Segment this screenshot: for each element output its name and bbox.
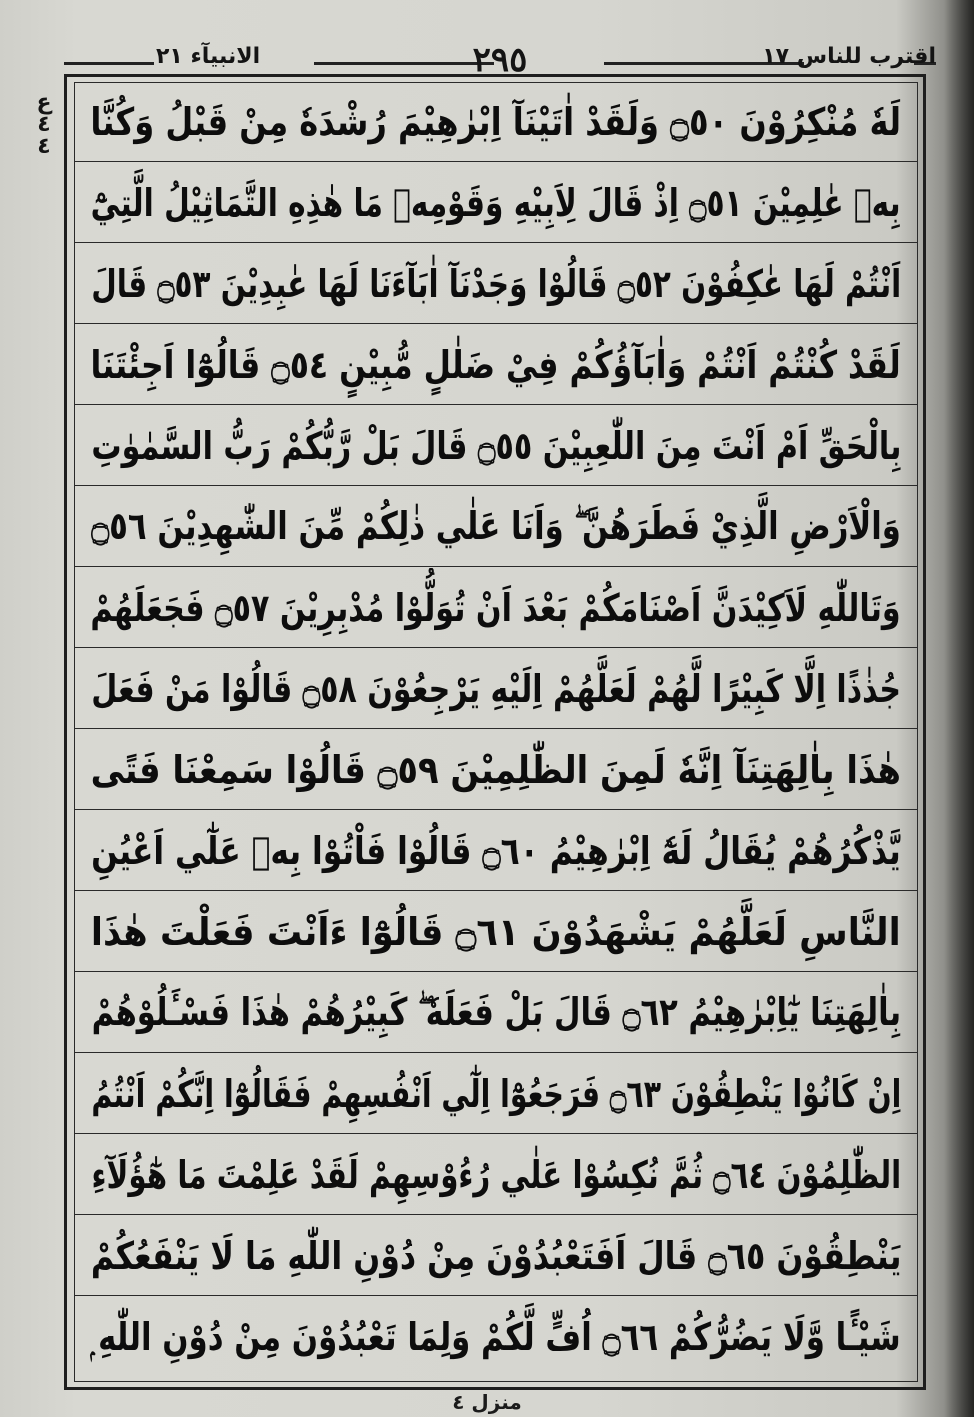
verse-line — [74, 568, 918, 648]
header-rule — [314, 62, 494, 65]
verse-text: يَّذْكُرُهُمْ يُقَالُ لَهٗٓ اِبْرٰهِيْمُ ۝٦٠ قَالُوْا فَاْتُوْا بِهٖ عَلٰٓي اَعْيُنِ — [91, 828, 901, 873]
verse-text: وَتَاللّٰهِ لَاَكِيْدَنَّ اَصْنَامَكُمْ بَعْدَ اَنْ تُوَلُّوْا مُدْبِرِيْنَ ۝٥٧ فَجَعَلَهُمْ — [90, 585, 902, 630]
verse-text: لَقَدْ كُنْتُمْ اَنْتُمْ وَاٰبَآؤُكُمْ فِيْ ضَلٰلٍ مُّبِيْنٍ ۝٥٤ قَالُوْٓا اَجِئْتَنَا — [90, 342, 902, 387]
verse-text: الظّٰلِمُوْنَ ۝٦٤ ثُمَّ نُكِسُوْا عَلٰي رُءُوْسِهِمْ لَقَدْ عَلِمْتَ مَا هٰٓؤُلَآءِ — [91, 1152, 901, 1197]
verse-text: بِاٰلِهَتِنَا يٰٓاِبْرٰهِيْمُ ۝٦٢ قَالَ بَلْ فَعَلَهٗ ۖ كَبِيْرُهُمْ هٰذَا فَسْـَٔلُوْهُمْ — [91, 990, 901, 1034]
binding-gutter-shadow — [944, 0, 974, 1417]
verse-line — [74, 163, 918, 243]
verse-line — [74, 973, 918, 1053]
verse-line — [74, 1297, 918, 1377]
verse-line — [74, 406, 918, 486]
verse-text: بِهٖ عٰلِمِيْنَ ۝٥١ اِذْ قَالَ لِاَبِيْهِ وَقَوْمِهٖ مَا هٰذِهِ التَّمَاثِيْلُ الَّتِيْٓ — [90, 180, 902, 225]
verse-line — [74, 892, 918, 972]
verse-text: وَالْاَرْضِ الَّذِيْ فَطَرَهُنَّ ۖ وَاَنَا عَلٰي ذٰلِكُمْ مِّنَ الشّٰهِدِيْنَ ۝٥٦ — [91, 504, 901, 548]
header-rule — [64, 62, 154, 65]
verse-line — [74, 1216, 918, 1296]
manzil-footer: منزل ٤ — [452, 1390, 522, 1414]
ruku-marker-ayn: ع — [36, 90, 52, 115]
verse-line — [74, 82, 918, 162]
verse-text: هٰذَا بِاٰلِهَتِنَآ اِنَّهٗ لَمِنَ الظّٰلِمِيْنَ ۝٥٩ قَالُوْا سَمِعْنَا فَتًى — [90, 747, 902, 792]
ruku-marker-number: ٤ — [37, 112, 51, 137]
juz-title: اقترب للناس ١٧ — [762, 44, 936, 69]
verse-line — [74, 1054, 918, 1134]
ruku-marker — [26, 92, 62, 158]
verse-text: النَّاسِ لَعَلَّهُمْ يَشْهَدُوْنَ ۝٦١ قَالُوْٓا ءَاَنْتَ فَعَلْتَ هٰذَا — [91, 909, 901, 954]
verse-text: اِنْ كَانُوْا يَنْطِقُوْنَ ۝٦٣ فَرَجَعُوْٓا اِلٰٓي اَنْفُسِهِمْ فَقَالُوْٓا اِنَّكُمْ اَنْتُمُ — [91, 1071, 901, 1116]
verse-text: جُذٰذًا اِلَّا كَبِيْرًا لَّهُمْ لَعَلَّهُمْ اِلَيْهِ يَرْجِعُوْنَ ۝٥٨ قَالُوْا مَنْ فَعَلَ — [91, 666, 901, 711]
verse-line — [74, 811, 918, 891]
verse-line — [74, 649, 918, 729]
page-number: ٢٩٥ — [472, 40, 528, 80]
verse-text: لَهٗ مُنْكِرُوْنَ ۝٥٠ وَلَقَدْ اٰتَيْنَآ اِبْرٰهِيْمَ رُشْدَهٗ مِنْ قَبْلُ وَكُنَّا — [90, 99, 902, 144]
verse-line — [74, 487, 918, 567]
ruku-marker-number: ٤ — [37, 134, 51, 159]
verse-text: يَنْطِقُوْنَ ۝٦٥ قَالَ اَفَتَعْبُدُوْنَ مِنْ دُوْنِ اللّٰهِ مَا لَا يَنْفَعُكُمْ — [90, 1233, 902, 1278]
verse-line — [74, 1135, 918, 1215]
surah-title: الانبيآء ٢١ — [156, 44, 261, 69]
verse-line — [74, 244, 918, 324]
verse-text: شَيْـًٔا وَّلَا يَضُرُّكُمْ ۝٦٦ اُفٍّ لَّكُمْ وَلِمَا تَعْبُدُوْنَ مِنْ دُوْنِ اللّٰهِ ۭ — [90, 1314, 902, 1359]
verse-text: اَنْتُمْ لَهَا عٰكِفُوْنَ ۝٥٢ قَالُوْا وَجَدْنَآ اٰبَآءَنَا لَهَا عٰبِدِيْنَ ۝٥٣ قَالَ — [91, 261, 901, 306]
verse-text: بِالْحَقِّ اَمْ اَنْتَ مِنَ اللّٰعِبِيْنَ ۝٥٥ قَالَ بَلْ رَّبُّكُمْ رَبُّ السَّمٰوٰتِ — [90, 423, 902, 468]
verse-line — [74, 730, 918, 810]
verse-lines — [74, 82, 918, 1382]
verse-line — [74, 325, 918, 405]
